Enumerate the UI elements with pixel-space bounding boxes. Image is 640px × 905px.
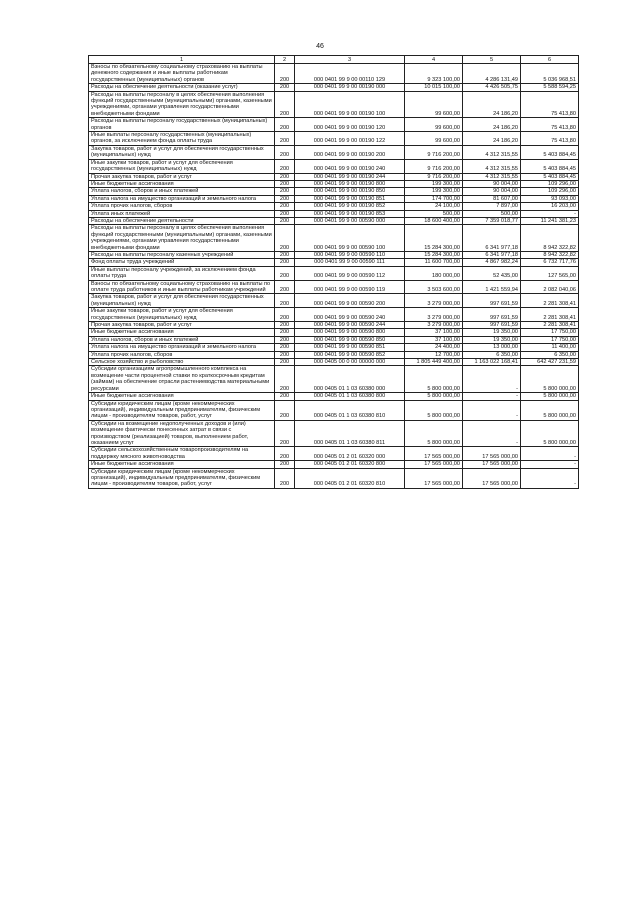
row-executed-amount-cell: 4 426 505,75 [463,84,521,91]
row-budget-code-cell: 000 0405 01 1 03 60380 811 [295,420,405,447]
row-executed-amount-cell: 24 186,20 [463,118,521,132]
row-executed-amount-cell: 6 341 977,18 [463,225,521,252]
row-line-code-cell: 200 [275,180,295,187]
row-budget-code-cell: 000 0401 99 9 00 00190 120 [295,118,405,132]
row-name-cell: Иные закупки товаров, работ и услуг для обеспечения государственных (муниципальных) нужд [89,159,275,173]
row-remaining-amount-cell: 127 565,00 [521,266,579,280]
row-approved-amount-cell: 99 600,00 [405,132,463,146]
row-executed-amount-cell: 4 286 131,49 [463,64,521,84]
row-line-code-cell: 200 [275,217,295,224]
row-line-code-cell: 200 [275,173,295,180]
row-line-code-cell: 200 [275,336,295,343]
column-header: 6 [521,56,579,64]
row-remaining-amount-cell: 642 427 231,59 [521,359,579,366]
row-approved-amount-cell: 3 279 000,00 [405,308,463,322]
row-approved-amount-cell: 9 323 100,00 [405,64,463,84]
row-name-cell: Расходы на обеспечение деятельности (оказание услуг) [89,84,275,91]
row-name-cell: Иные бюджетные ассигнования [89,461,275,468]
table-row [89,203,579,210]
row-executed-amount-cell: 19 350,00 [463,336,521,343]
row-approved-amount-cell: 17 565 000,00 [405,447,463,461]
row-name-cell: Расходы на выплаты персоналу государственных (муниципальных) органов [89,118,275,132]
row-name-cell: Иные бюджетные ассигнования [89,393,275,400]
row-executed-amount-cell: 1 163 022 168,41 [463,359,521,366]
row-executed-amount-cell: 6 350,00 [463,351,521,358]
row-line-code-cell: 200 [275,308,295,322]
row-approved-amount-cell: 9 716 200,00 [405,159,463,173]
row-remaining-amount-cell: 8 942 322,82 [521,251,579,258]
row-executed-amount-cell: 4 312 315,55 [463,145,521,159]
row-executed-amount-cell: 17 565 000,00 [463,468,521,488]
row-approved-amount-cell: 174 700,00 [405,195,463,202]
row-approved-amount-cell: 17 565 000,00 [405,468,463,488]
row-budget-code-cell: 000 0401 99 9 00 00590 800 [295,329,405,336]
row-line-code-cell: 200 [275,259,295,266]
row-line-code-cell: 200 [275,366,295,393]
row-budget-code-cell: 000 0401 99 9 00 00590 112 [295,266,405,280]
table-row [89,461,579,468]
row-name-cell: Уплата прочих налогов, сборов [89,203,275,210]
page-number: 46 [316,43,324,50]
row-remaining-amount-cell: 5 403 884,45 [521,173,579,180]
row-line-code-cell: 200 [275,91,295,118]
row-budget-code-cell: 000 0401 99 9 00 00590 852 [295,351,405,358]
row-executed-amount-cell: 13 000,00 [463,344,521,351]
table-row [89,210,579,217]
row-remaining-amount-cell: 5 403 884,45 [521,159,579,173]
row-approved-amount-cell: 199 300,00 [405,180,463,187]
table-row [89,351,579,358]
row-remaining-amount-cell: 109 296,00 [521,180,579,187]
row-remaining-amount-cell: 17 750,00 [521,336,579,343]
row-name-cell: Закупка товаров, работ и услуг для обеспечения государственных (муниципальных) нужд [89,145,275,159]
row-executed-amount-cell: - [463,366,521,393]
row-approved-amount-cell: 500,00 [405,210,463,217]
table-row [89,173,579,180]
table-row [89,259,579,266]
row-line-code-cell: 200 [275,447,295,461]
row-approved-amount-cell: 24 100,00 [405,203,463,210]
table-row [89,294,579,308]
row-approved-amount-cell: 10 015 100,00 [405,84,463,91]
row-remaining-amount-cell: 109 296,00 [521,188,579,195]
row-budget-code-cell: 000 0401 99 9 00 00110 129 [295,64,405,84]
row-name-cell: Субсидии на возмещение недополученных доходов и (или) возмещение фактически понесенных затрат в связи с производством (реализацией) товаров, выполнением работ, оказанием услуг [89,420,275,447]
row-line-code-cell: 200 [275,468,295,488]
row-remaining-amount-cell: 2 281 308,41 [521,308,579,322]
row-approved-amount-cell: 99 600,00 [405,91,463,118]
row-approved-amount-cell: 3 279 000,00 [405,294,463,308]
row-line-code-cell: 200 [275,132,295,146]
row-name-cell: Взносы по обязательному социальному страхованию на выплаты по оплате труда работников и иные выплаты работникам учреждений [89,280,275,294]
row-remaining-amount-cell: 5 588 594,25 [521,84,579,91]
row-name-cell: Иные бюджетные ассигнования [89,180,275,187]
row-line-code-cell: 200 [275,203,295,210]
table-row [89,344,579,351]
row-line-code-cell: 200 [275,195,295,202]
column-header: 4 [405,56,463,64]
row-budget-code-cell: 000 0401 99 9 00 00190 244 [295,173,405,180]
row-budget-code-cell: 000 0405 01 1 03 60380 810 [295,400,405,420]
row-approved-amount-cell: 9 716 200,00 [405,173,463,180]
row-budget-code-cell: 000 0401 99 9 00 00190 853 [295,210,405,217]
row-budget-code-cell: 000 0401 99 9 00 00190 200 [295,145,405,159]
row-name-cell: Расходы на выплаты персоналу в целях обеспечения выполнения функций государственными (муниципальными) органами, казенными учреждениями, органами управления государственными внебюджетными фондами [89,225,275,252]
row-budget-code-cell: 000 0401 99 9 00 00590 850 [295,336,405,343]
row-budget-code-cell: 000 0405 01 2 01 60320 800 [295,461,405,468]
table-row [89,420,579,447]
row-remaining-amount-cell: 5 800 000,00 [521,393,579,400]
row-line-code-cell: 200 [275,351,295,358]
table-row [89,84,579,91]
row-executed-amount-cell: 500,00 [463,210,521,217]
row-remaining-amount-cell: - [521,468,579,488]
row-budget-code-cell: 000 0401 99 9 00 00590 000 [295,217,405,224]
row-remaining-amount-cell: 5 800 000,00 [521,420,579,447]
row-executed-amount-cell: 997 691,59 [463,294,521,308]
row-line-code-cell: 200 [275,251,295,258]
row-remaining-amount-cell: 8 942 322,82 [521,225,579,252]
row-name-cell: Субсидии юридическим лицам (кроме некоммерческих организаций), индивидуальным предпринимателям, физическим лицам - производителям товаров, работ, услуг [89,468,275,488]
row-executed-amount-cell: 90 004,00 [463,188,521,195]
row-remaining-amount-cell: 5 036 968,51 [521,64,579,84]
row-remaining-amount-cell: 11 241 381,23 [521,217,579,224]
row-executed-amount-cell: 19 350,00 [463,329,521,336]
row-line-code-cell: 200 [275,344,295,351]
row-approved-amount-cell: 17 565 000,00 [405,461,463,468]
row-line-code-cell: 200 [275,393,295,400]
table-row [89,91,579,118]
row-name-cell: Иные выплаты персоналу государственных (муниципальных) органов, за исключением фонда оплаты труда [89,132,275,146]
row-remaining-amount-cell: 75 413,80 [521,91,579,118]
table-row [89,159,579,173]
table-row [89,280,579,294]
row-line-code-cell: 200 [275,400,295,420]
table-body [89,64,579,489]
table-row [89,366,579,393]
row-remaining-amount-cell: 2 281 308,41 [521,294,579,308]
row-budget-code-cell: 000 0401 99 9 00 00590 119 [295,280,405,294]
row-name-cell: Прочая закупка товаров, работ и услуг [89,173,275,180]
row-executed-amount-cell: 997 691,59 [463,308,521,322]
row-line-code-cell: 200 [275,145,295,159]
row-name-cell: Субсидии юридическим лицам (кроме некоммерческих организаций), индивидуальным предпринимателям, физическим лицам - производителям товаров, работ, услуг [89,400,275,420]
table-row [89,195,579,202]
row-name-cell: Прочая закупка товаров, работ и услуг [89,322,275,329]
row-line-code-cell: 200 [275,322,295,329]
row-budget-code-cell: 000 0401 99 9 00 00190 122 [295,132,405,146]
row-line-code-cell: 200 [275,159,295,173]
row-approved-amount-cell: 37 100,00 [405,336,463,343]
column-header: 1 [89,56,275,64]
row-approved-amount-cell: 5 800 000,00 [405,400,463,420]
table-row [89,145,579,159]
column-header: 5 [463,56,521,64]
row-executed-amount-cell: 4 312 315,55 [463,159,521,173]
row-name-cell: Уплата налогов, сборов и иных платежей [89,336,275,343]
row-budget-code-cell: 000 0401 99 9 00 00190 851 [295,195,405,202]
row-approved-amount-cell: 12 700,00 [405,351,463,358]
row-executed-amount-cell: 81 607,00 [463,195,521,202]
row-line-code-cell: 200 [275,266,295,280]
row-approved-amount-cell: 3 503 600,00 [405,280,463,294]
row-budget-code-cell: 000 0401 99 9 00 00190 000 [295,84,405,91]
table-row [89,322,579,329]
row-budget-code-cell: 000 0401 99 9 00 00190 100 [295,91,405,118]
table-row [89,400,579,420]
row-executed-amount-cell: - [463,400,521,420]
table-row [89,180,579,187]
row-approved-amount-cell: 180 000,00 [405,266,463,280]
row-name-cell: Фонд оплаты труда учреждений [89,259,275,266]
row-executed-amount-cell: - [463,420,521,447]
row-remaining-amount-cell: 5 403 884,45 [521,145,579,159]
table-row [89,188,579,195]
table-row [89,359,579,366]
row-budget-code-cell: 000 0405 01 1 03 60380 800 [295,393,405,400]
row-line-code-cell: 200 [275,359,295,366]
column-header: 2 [275,56,295,64]
row-approved-amount-cell: 99 600,00 [405,118,463,132]
table-row [89,217,579,224]
table-row [89,468,579,488]
row-approved-amount-cell: 15 284 300,00 [405,225,463,252]
row-executed-amount-cell: 4 312 315,55 [463,173,521,180]
row-budget-code-cell: 000 0405 01 1 03 60380 000 [295,366,405,393]
row-executed-amount-cell: 4 867 982,24 [463,259,521,266]
row-executed-amount-cell: 24 186,20 [463,132,521,146]
row-budget-code-cell: 000 0405 00 0 00 00000 000 [295,359,405,366]
row-budget-code-cell: 000 0401 99 9 00 00590 111 [295,259,405,266]
row-remaining-amount-cell: 6 350,00 [521,351,579,358]
table-row [89,225,579,252]
table-row [89,308,579,322]
row-remaining-amount-cell: 6 732 717,76 [521,259,579,266]
row-remaining-amount-cell: 2 281 308,41 [521,322,579,329]
row-approved-amount-cell: 24 400,00 [405,344,463,351]
row-name-cell: Уплата налогов, сборов и иных платежей [89,188,275,195]
row-name-cell: Уплата налога на имущество организаций и земельного налога [89,344,275,351]
row-budget-code-cell: 000 0405 01 2 01 60320 000 [295,447,405,461]
table-row [89,336,579,343]
row-name-cell: Уплата иных платежей [89,210,275,217]
row-line-code-cell: 200 [275,210,295,217]
row-name-cell: Иные выплаты персоналу учреждений, за исключением фонда оплаты труда [89,266,275,280]
row-executed-amount-cell: 7 359 018,77 [463,217,521,224]
row-budget-code-cell: 000 0401 99 9 00 00590 200 [295,294,405,308]
table-row [89,64,579,84]
row-approved-amount-cell: 3 279 000,00 [405,322,463,329]
row-budget-code-cell: 000 0401 99 9 00 00590 110 [295,251,405,258]
row-approved-amount-cell: 18 600 400,00 [405,217,463,224]
row-approved-amount-cell: 5 800 000,00 [405,420,463,447]
row-executed-amount-cell: 1 421 559,94 [463,280,521,294]
row-name-cell: Иные закупки товаров, работ и услуг для обеспечения государственных (муниципальных) нужд [89,308,275,322]
row-name-cell: Закупка товаров, работ и услуг для обеспечения государственных (муниципальных) нужд [89,294,275,308]
row-name-cell: Взносы по обязательному социальному страхованию на выплаты денежного содержания и иные выплаты работникам государственных (муниципальных) органов [89,64,275,84]
row-line-code-cell: 200 [275,461,295,468]
row-remaining-amount-cell: 75 413,80 [521,118,579,132]
row-remaining-amount-cell: 2 082 040,06 [521,280,579,294]
row-approved-amount-cell: 11 600 700,00 [405,259,463,266]
row-approved-amount-cell: 15 284 300,00 [405,251,463,258]
row-budget-code-cell: 000 0401 99 9 00 00190 850 [295,188,405,195]
row-executed-amount-cell: - [463,393,521,400]
row-executed-amount-cell: 52 435,00 [463,266,521,280]
row-remaining-amount-cell: 16 203,00 [521,203,579,210]
row-approved-amount-cell: 5 800 000,00 [405,393,463,400]
row-remaining-amount-cell: 75 413,80 [521,132,579,146]
row-budget-code-cell: 000 0401 99 9 00 00590 851 [295,344,405,351]
table-header-row [89,56,579,64]
row-line-code-cell: 200 [275,225,295,252]
row-remaining-amount-cell: - [521,461,579,468]
row-remaining-amount-cell: 93 093,00 [521,195,579,202]
row-budget-code-cell: 000 0401 99 9 00 00590 240 [295,308,405,322]
table-row [89,251,579,258]
row-executed-amount-cell: 24 186,20 [463,91,521,118]
row-approved-amount-cell: 199 300,00 [405,188,463,195]
row-executed-amount-cell: 90 004,00 [463,180,521,187]
row-approved-amount-cell: 5 800 000,00 [405,366,463,393]
row-remaining-amount-cell: - [521,447,579,461]
row-name-cell: Уплата прочих налогов, сборов [89,351,275,358]
row-budget-code-cell: 000 0401 99 9 00 00190 852 [295,203,405,210]
row-name-cell: Расходы на выплаты персоналу казенных учреждений [89,251,275,258]
row-budget-code-cell: 000 0401 99 9 00 00190 800 [295,180,405,187]
row-approved-amount-cell: 1 805 449 400,00 [405,359,463,366]
row-name-cell: Расходы на выплаты персоналу в целях обеспечения выполнения функций государственными (муниципальными) органами, казенными учреждениями, органами управления государственными внебюджетными фондами [89,91,275,118]
row-line-code-cell: 200 [275,188,295,195]
row-remaining-amount-cell: 5 800 000,00 [521,366,579,393]
row-line-code-cell: 200 [275,280,295,294]
row-line-code-cell: 200 [275,294,295,308]
row-approved-amount-cell: 9 716 200,00 [405,145,463,159]
row-executed-amount-cell: 17 565 000,00 [463,461,521,468]
row-name-cell: Субсидии организациям агропромышленного комплекса на возмещение части процентной ставки по краткосрочным кредитам (займам) на обеспечение отрасли растениеводства материальными ресурсами [89,366,275,393]
row-line-code-cell: 200 [275,420,295,447]
table-row [89,132,579,146]
table-row [89,447,579,461]
row-budget-code-cell: 000 0401 99 9 00 00190 240 [295,159,405,173]
row-approved-amount-cell: 37 100,00 [405,329,463,336]
row-line-code-cell: 200 [275,64,295,84]
row-budget-code-cell: 000 0401 99 9 00 00590 244 [295,322,405,329]
row-executed-amount-cell: 7 897,00 [463,203,521,210]
row-budget-code-cell: 000 0401 99 9 00 00590 100 [295,225,405,252]
row-remaining-amount-cell: - [521,210,579,217]
row-name-cell: Сельское хозяйство и рыболовство [89,359,275,366]
budget-execution-table [88,55,579,489]
row-line-code-cell: 200 [275,329,295,336]
row-remaining-amount-cell: 11 400,00 [521,344,579,351]
row-executed-amount-cell: 17 565 000,00 [463,447,521,461]
table-row [89,118,579,132]
table-row [89,329,579,336]
table-row [89,266,579,280]
row-name-cell: Субсидии сельскохозяйственным товаропроизводителям на поддержку мясного животноводства [89,447,275,461]
row-name-cell: Иные бюджетные ассигнования [89,329,275,336]
row-remaining-amount-cell: 5 800 000,00 [521,400,579,420]
row-line-code-cell: 200 [275,118,295,132]
row-remaining-amount-cell: 17 750,00 [521,329,579,336]
row-name-cell: Расходы на обеспечение деятельности [89,217,275,224]
table-row [89,393,579,400]
row-budget-code-cell: 000 0405 01 2 01 60320 810 [295,468,405,488]
row-executed-amount-cell: 6 341 977,18 [463,251,521,258]
row-executed-amount-cell: 997 691,59 [463,322,521,329]
row-name-cell: Уплата налога на имущество организаций и земельного налога [89,195,275,202]
row-line-code-cell: 200 [275,84,295,91]
column-header: 3 [295,56,405,64]
